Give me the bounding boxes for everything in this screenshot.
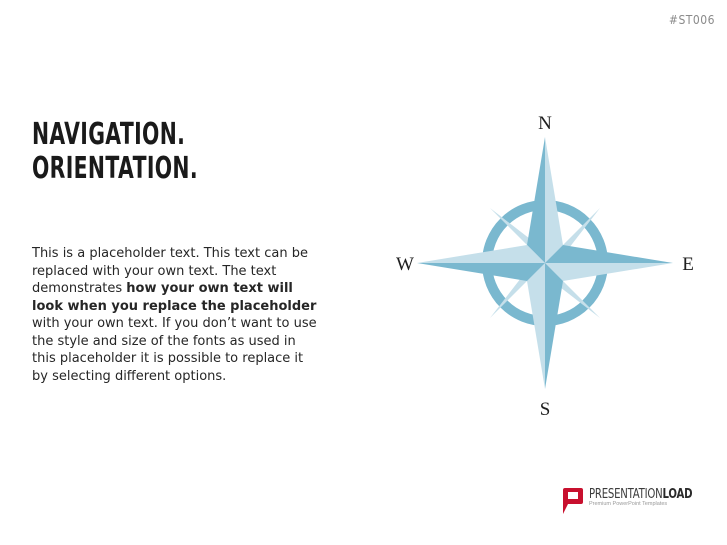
compass-south-label: S [539,399,551,420]
compass-north-label: N [538,113,552,134]
logo-name [589,488,692,501]
compass-cardinal-points [417,137,673,389]
body-text [32,245,322,385]
presentationload-logo [563,488,721,518]
body-text-part-2: with your own text. If you don’t want to use the style and size of the fonts as used in this placeholder it is possible to replace it by selecting different options. [32,316,317,384]
compass-rose-icon [390,110,700,420]
body-text-part-1: This is a placeholder text. This text can be replaced with your own text. The text demonstrates [32,246,308,296]
compass-east-label: E [682,254,694,275]
logo-mark-icon [563,488,583,514]
title-line-1: NAVIGATION. [32,117,186,152]
logo-name-bold: LOAD [662,487,693,502]
body-text-bold: how your own text will look when you replace the placeholder [32,281,317,314]
title-line-2: ORIENTATION. [32,151,198,186]
slide-id: #ST006 [668,13,715,27]
logo-name-regular: PRESENTATION [589,487,663,502]
logo-tagline: Premium PowerPoint Templates [589,501,668,507]
compass-west-label: W [396,254,414,275]
page-title [32,118,198,186]
